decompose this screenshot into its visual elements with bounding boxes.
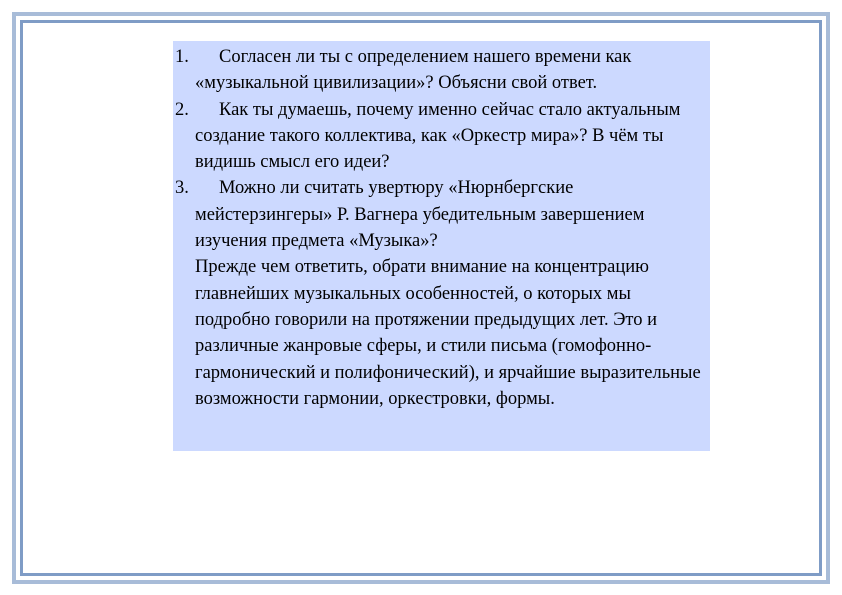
- question-item-3: [175, 175, 708, 412]
- question-number: 1.: [175, 47, 189, 67]
- questions-text-box: [173, 41, 710, 451]
- question-item-2: [175, 97, 708, 176]
- questions-list: [175, 44, 708, 412]
- question-number: 2.: [175, 99, 189, 120]
- question-text: Согласен ли ты с определением нашего времени как «музыкальной цивилизации»? Объясни свой ответ.: [195, 47, 632, 94]
- question-item-1: [175, 44, 708, 97]
- question-text: Как ты думаешь, почему именно сейчас стало актуальным создание такого коллектива, как «Оркестр мира»? В чём ты видишь смысл его идеи?: [195, 99, 681, 173]
- question-note: Прежде чем ответить, обрати внимание на концентрацию главнейших музыкальных особенностей, о которых мы подробно говорили на протяжении предыдущих лет. Это и различные жанровые сферы, и стили письма (гомофонно-гармонический и полифонический), и ярчайшие выразительные возможности гармонии, оркестровки, формы.: [195, 257, 701, 409]
- question-number: 3.: [175, 178, 189, 199]
- question-text: Можно ли считать увертюру «Нюрнбергские мейстерзингеры» Р. Вагнера убедительным завершением изучения предмета «Музыка»?: [195, 178, 645, 252]
